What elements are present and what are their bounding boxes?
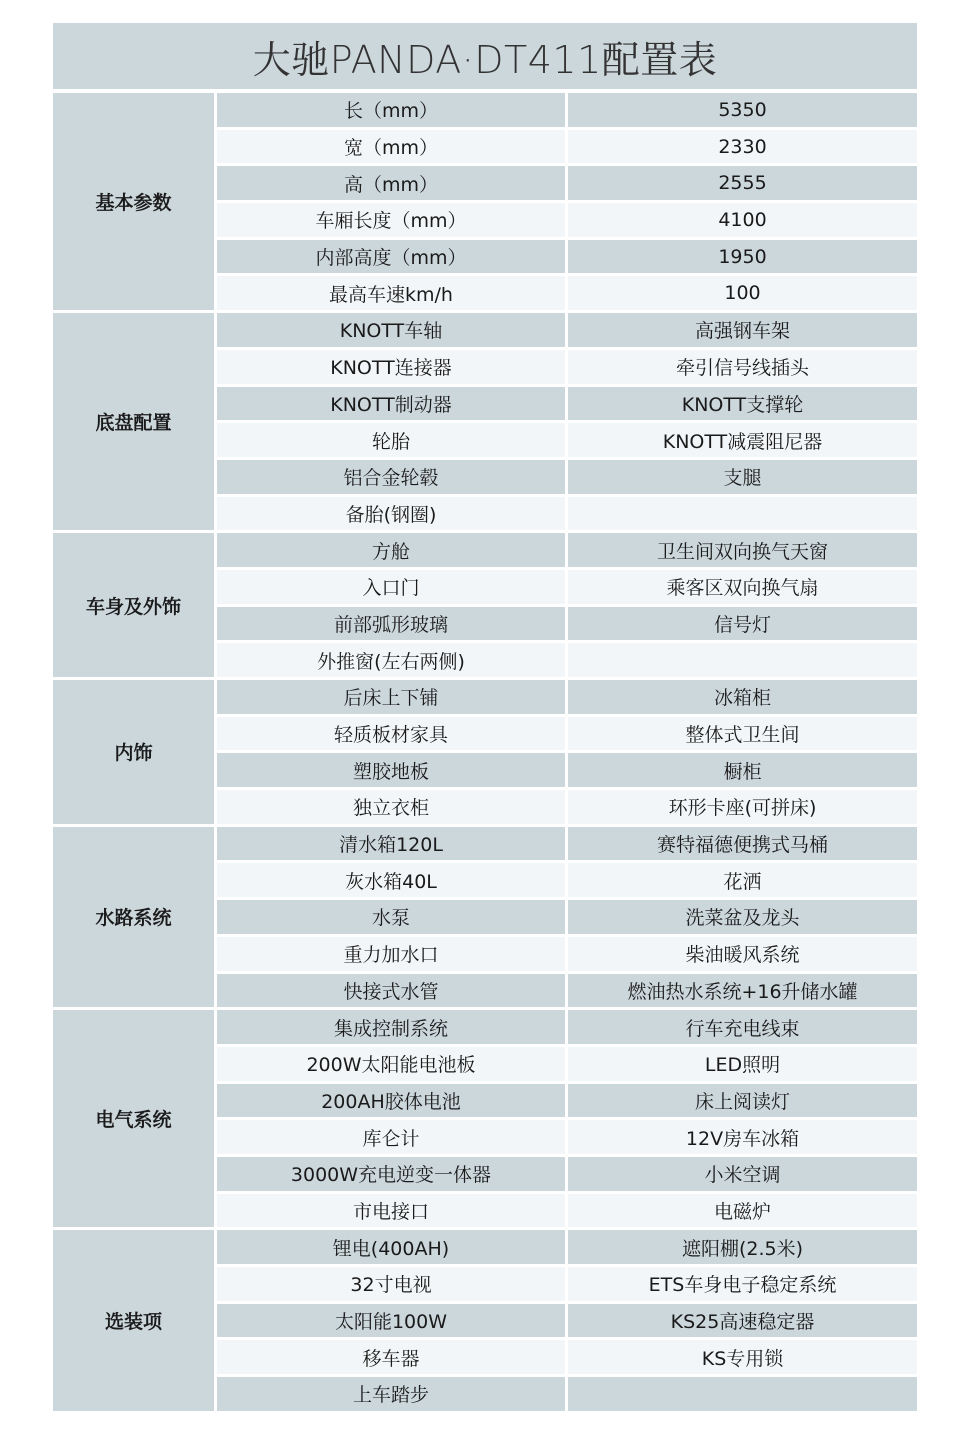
spec-item-left: 长（mm） <box>217 93 565 127</box>
spec-item-right: 2330 <box>568 130 917 164</box>
spec-item-right: 床上阅读灯 <box>568 1084 917 1118</box>
section-label: 电气系统 <box>53 1010 214 1227</box>
spec-item-right: KS专用锁 <box>568 1340 917 1374</box>
spec-item-left: 200W太阳能电池板 <box>217 1047 565 1081</box>
table-row <box>217 937 917 971</box>
spec-item-right: 牵引信号线插头 <box>568 350 917 384</box>
table-row <box>217 533 917 567</box>
spec-item-left: 内部高度（mm） <box>217 240 565 274</box>
section-label: 车身及外饰 <box>53 533 214 677</box>
spec-section <box>53 1230 917 1410</box>
spec-item-right: 1950 <box>568 240 917 274</box>
spec-item-left: 200AH胶体电池 <box>217 1084 565 1118</box>
spec-item-right <box>568 643 917 677</box>
table-row <box>217 1084 917 1118</box>
spec-item-left: 移车器 <box>217 1340 565 1374</box>
table-row <box>217 240 917 274</box>
section-label: 基本参数 <box>53 93 214 310</box>
table-row <box>217 350 917 384</box>
spec-item-right: 小米空调 <box>568 1157 917 1191</box>
spec-section <box>53 533 917 677</box>
spec-item-left: 轻质板材家具 <box>217 717 565 751</box>
spec-item-right: 燃油热水系统+16升储水罐 <box>568 974 917 1008</box>
spec-item-right <box>568 497 917 531</box>
spec-item-left: 集成控制系统 <box>217 1010 565 1044</box>
spec-item-left: 3000W充电逆变一体器 <box>217 1157 565 1191</box>
table-row <box>217 974 917 1008</box>
spec-item-right: LED照明 <box>568 1047 917 1081</box>
page-title: 大驰PANDA·DT411配置表 <box>252 37 718 82</box>
table-row <box>217 900 917 934</box>
table-row <box>217 1267 917 1301</box>
spec-item-right: 高强钢车架 <box>568 313 917 347</box>
table-row <box>217 790 917 824</box>
spec-item-left: 入口门 <box>217 570 565 604</box>
spec-item-right: KS25高速稳定器 <box>568 1304 917 1338</box>
spec-item-left: 最高车速km/h <box>217 276 565 310</box>
spec-item-left: 前部弧形玻璃 <box>217 607 565 641</box>
spec-item-left: 高（mm） <box>217 166 565 200</box>
spec-item-right: 电磁炉 <box>568 1194 917 1228</box>
table-row <box>217 863 917 897</box>
table-row <box>217 1010 917 1044</box>
spec-item-right: 柴油暖风系统 <box>568 937 917 971</box>
spec-item-left: 32寸电视 <box>217 1267 565 1301</box>
spec-item-left: KNOTT连接器 <box>217 350 565 384</box>
spec-item-left: 独立衣柜 <box>217 790 565 824</box>
spec-section <box>53 827 917 1007</box>
spec-item-right: 整体式卫生间 <box>568 717 917 751</box>
spec-item-right: ETS车身电子稳定系统 <box>568 1267 917 1301</box>
spec-item-right: 乘客区双向换气扇 <box>568 570 917 604</box>
spec-item-right: KNOTT支撑轮 <box>568 387 917 421</box>
spec-item-right: 遮阳棚(2.5米) <box>568 1230 917 1264</box>
spec-item-left: KNOTT制动器 <box>217 387 565 421</box>
table-row <box>217 1377 917 1411</box>
table-row <box>217 276 917 310</box>
spec-item-left: 铝合金轮毂 <box>217 460 565 494</box>
spec-item-right: 花洒 <box>568 863 917 897</box>
table-row <box>217 680 917 714</box>
spec-item-right: 环形卡座(可拼床) <box>568 790 917 824</box>
spec-item-right: 12V房车冰箱 <box>568 1120 917 1154</box>
table-row <box>217 460 917 494</box>
spec-item-right: 橱柜 <box>568 753 917 787</box>
table-row <box>217 497 917 531</box>
table-row <box>217 717 917 751</box>
table-row <box>217 203 917 237</box>
table-row <box>217 313 917 347</box>
table-row <box>217 1120 917 1154</box>
spec-section <box>53 680 917 824</box>
table-row <box>217 1340 917 1374</box>
table-row <box>217 570 917 604</box>
section-label: 底盘配置 <box>53 313 214 530</box>
spec-item-left: 后床上下铺 <box>217 680 565 714</box>
table-row <box>217 1047 917 1081</box>
spec-item-left: 轮胎 <box>217 423 565 457</box>
spec-item-left: 快接式水管 <box>217 974 565 1008</box>
table-row <box>217 643 917 677</box>
spec-item-left: 宽（mm） <box>217 130 565 164</box>
spec-item-right: 行车充电线束 <box>568 1010 917 1044</box>
spec-item-left: 灰水箱40L <box>217 863 565 897</box>
spec-item-left: 水泵 <box>217 900 565 934</box>
spec-item-left: 锂电(400AH) <box>217 1230 565 1264</box>
spec-item-left: 太阳能100W <box>217 1304 565 1338</box>
table-row <box>217 423 917 457</box>
section-label: 水路系统 <box>53 827 214 1007</box>
spec-item-right: 卫生间双向换气天窗 <box>568 533 917 567</box>
spec-item-right <box>568 1377 917 1411</box>
spec-item-right: KNOTT减震阻尼器 <box>568 423 917 457</box>
spec-item-right: 信号灯 <box>568 607 917 641</box>
spec-section <box>53 1010 917 1227</box>
spec-item-left: 清水箱120L <box>217 827 565 861</box>
table-row <box>217 1304 917 1338</box>
table-row <box>217 387 917 421</box>
table-row <box>217 130 917 164</box>
spec-item-right: 支腿 <box>568 460 917 494</box>
spec-item-left: 车厢长度（mm） <box>217 203 565 237</box>
table-row <box>217 607 917 641</box>
table-row <box>217 1194 917 1228</box>
spec-item-right: 洗菜盆及龙头 <box>568 900 917 934</box>
spec-item-right: 赛特福德便携式马桶 <box>568 827 917 861</box>
table-row <box>217 753 917 787</box>
spec-section <box>53 93 917 310</box>
table-row <box>217 93 917 127</box>
spec-item-right: 5350 <box>568 93 917 127</box>
spec-item-right: 4100 <box>568 203 917 237</box>
spec-item-right: 2555 <box>568 166 917 200</box>
table-row <box>217 1157 917 1191</box>
spec-item-left: 方舱 <box>217 533 565 567</box>
spec-table <box>53 93 917 1414</box>
spec-item-left: 上车踏步 <box>217 1377 565 1411</box>
section-label: 内饰 <box>53 680 214 824</box>
spec-item-left: KNOTT车轴 <box>217 313 565 347</box>
spec-item-left: 备胎(钢圈) <box>217 497 565 531</box>
spec-item-left: 外推窗(左右两侧) <box>217 643 565 677</box>
spec-item-left: 重力加水口 <box>217 937 565 971</box>
title-bar <box>53 23 917 89</box>
table-row <box>217 827 917 861</box>
spec-item-left: 市电接口 <box>217 1194 565 1228</box>
spec-item-left: 塑胶地板 <box>217 753 565 787</box>
section-label: 选装项 <box>53 1230 214 1410</box>
spec-section <box>53 313 917 530</box>
spec-item-right: 冰箱柜 <box>568 680 917 714</box>
table-row <box>217 166 917 200</box>
spec-item-right: 100 <box>568 276 917 310</box>
table-row <box>217 1230 917 1264</box>
spec-item-left: 库仑计 <box>217 1120 565 1154</box>
